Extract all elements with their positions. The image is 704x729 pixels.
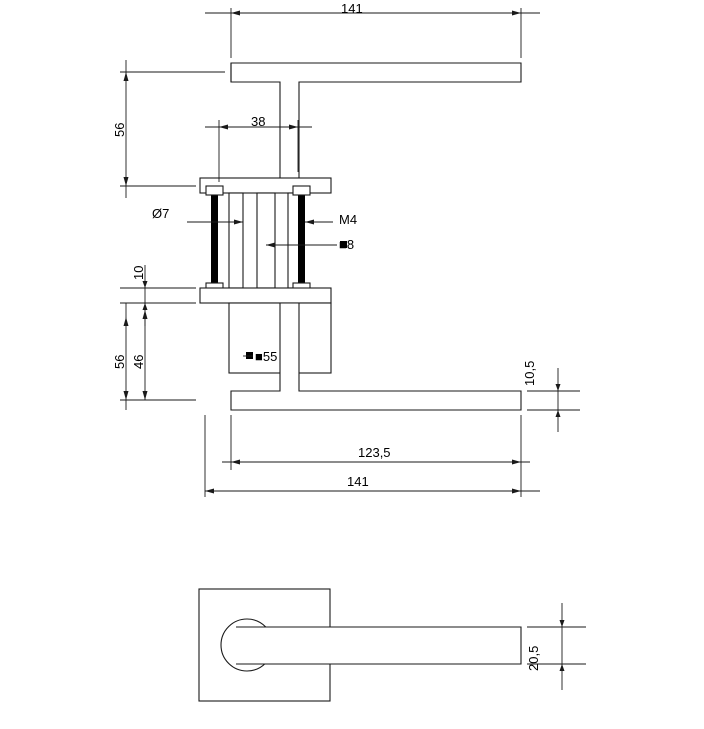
dim-label-rose-thickness: 10 bbox=[131, 265, 146, 280]
dim-label-plan-lever-width: 20,5 bbox=[526, 645, 541, 671]
upper-lever-outline bbox=[231, 63, 521, 178]
dim-label-screw-thread: M4 bbox=[339, 212, 358, 227]
dim-label-bottom-overall-length: 141 bbox=[347, 474, 369, 489]
dim-label-upper-lever-height: 56 bbox=[112, 122, 127, 137]
dim-label-rose-width: 38 bbox=[251, 114, 266, 129]
square-marker-55 bbox=[246, 352, 253, 359]
dim-label-lower-lever-height: 56 bbox=[112, 354, 127, 369]
dim-label-lever-thickness: 10,5 bbox=[522, 360, 537, 386]
screw-right bbox=[298, 195, 305, 283]
dim-label-top-overall-length: 141 bbox=[341, 1, 363, 16]
dim-label-rose-to-lever: 46 bbox=[131, 354, 146, 369]
lower-rose-plate bbox=[200, 288, 331, 303]
dim-label-lever-reach: 123,5 bbox=[358, 445, 391, 460]
dim-label-spindle-square-8: ■8 bbox=[339, 237, 355, 252]
plan-view-group bbox=[199, 589, 521, 701]
dim-label-spindle-square-55: ■55 bbox=[255, 349, 278, 364]
dim-label-hole-diameter: Ø7 bbox=[152, 206, 170, 221]
screw-left bbox=[211, 195, 218, 283]
spindle-assembly bbox=[229, 193, 302, 288]
